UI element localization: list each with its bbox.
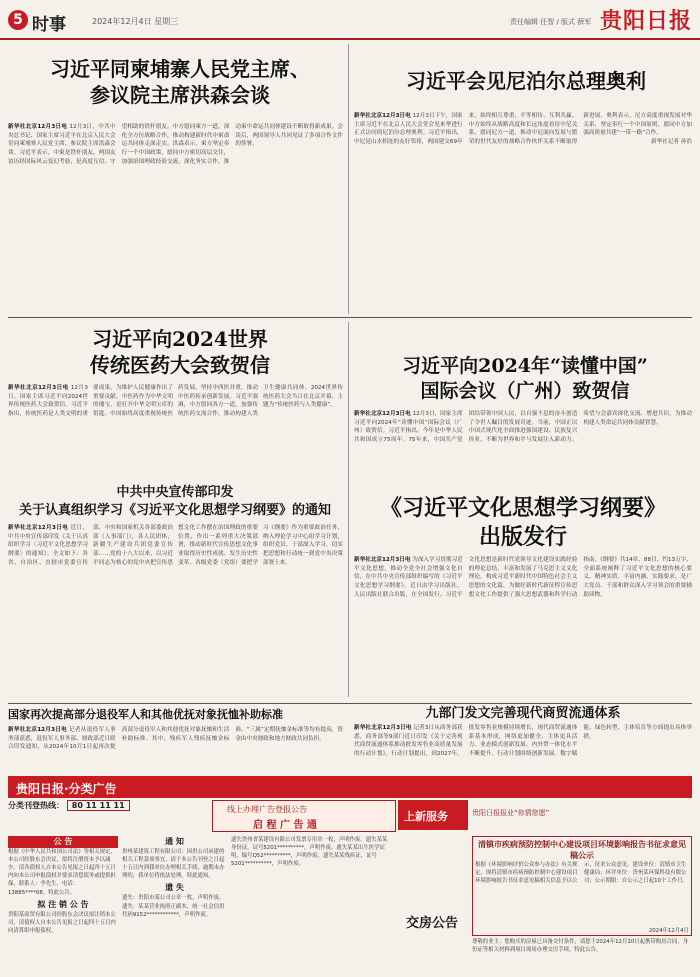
article-pension (8, 726, 343, 772)
hotline (8, 800, 208, 816)
article-body: 12月3日，国家主席习近平向2024世界传统医药大会致贺信。习近平指出，传统医药是人类文明的重要成果，为维护人民健康作出了重要贡献。中医药作为中华文明的瑰宝，是打开中华文明宝库的钥匙。中国始终高度重视传统医药发展，坚持中西医并重，推动中医药传承创新发展。习近平强调，中方愿同各方一道，加强传统医药交流合作，推动构建人类卫生健康共同体。2024世界传统医药大会当日在北京开幕，主题为“传统医药与人类健康”。 (8, 385, 343, 417)
online-ad-banner (212, 800, 396, 832)
article-dateline: 新华社北京12月3日电 (8, 124, 68, 130)
ad-column-4 (472, 836, 692, 936)
ad-title: 通 知 (165, 837, 184, 846)
section-divider (8, 703, 692, 704)
online-ad-line2: 启 程 广 告 通 (253, 820, 317, 831)
issue-date: 2024年12月4日 星期三 (92, 17, 179, 26)
article-dateline: 新华社北京12月3日电 (354, 113, 411, 119)
online-ad-line1: 线上办理广告登报公告 (227, 805, 307, 814)
article-reporter: 新华社记者 孙浩 (651, 138, 692, 145)
ad-title: 公 告 (8, 836, 118, 848)
headline-cambodia-line2: 参议院主席洪森会谈 (90, 83, 270, 107)
ad-title: 遗 失 (165, 883, 184, 893)
article-cambodia (8, 123, 343, 313)
ad-column-3 (231, 836, 391, 976)
headline-pension: 国家再次提高部分退役军人和其他优抚对象抚恤补助标准 (8, 708, 283, 721)
article-dateline: 新华社北京12月3日电 (354, 557, 411, 563)
newspaper-logo: 贵阳日报 (600, 8, 693, 34)
ad-body: 根据《环境影响评价公众参与办法》有关规定，现将清镇市疾病预防控制中心建设项目环境影响报告书征求意见稿相关信息予以公示，征求公众意见。建设单位：清镇市卫生健康局；环评单位：贵州某环保科技有限公司；公示期限：自公示之日起10个工作日。 (475, 862, 688, 885)
article-dateline: 新华社北京12月3日电 (8, 385, 69, 391)
article-notice (8, 524, 343, 700)
ad-column-2 (122, 836, 227, 976)
article-body: 12月3日下午，国家主席习近平在北京人民大会堂会见来华进行正式访问的尼泊尔总理奥利。习近平指出，中尼是山水相连的友好邻邦，两国建交69年来，始终相互尊重、平等相待、互利共赢。中方始终从战略高度和长远角度看待中尼关系，愿同尼方一道，推动中尼面向发展与繁荣的世代友好的战略合作伙伴关系不断取得新进展。奥利表示，尼方高度重视发展对华关系，坚定奉行一个中国原则，愿同中方加强高质量共建“一带一路”合作。 (354, 113, 692, 145)
ad-body: 遗失：贵阳市某公司公章一枚，声明作废。遗失：某某营业执照正副本，统一社会信用代码9152************，声明作废。 (122, 895, 225, 918)
classifieds-title: 贵阳日报·分类广告 (16, 782, 117, 796)
article-body: 记者3日从商务部获悉，商务部等9部门近日印发《关于完善现代商贸流通体系推动批发零售业高质量发展的行动计划》。行动计划提出，到2027年，批发零售业规模持续增长，现代商贸流通体系基本形成，网络更加健全、主体更具活力、业态模式创新发展、内外贸一体化水平不断提升。行动计划围绕创新发展、数字赋能、绿色转型、主体培育等方面提出具体举措。 (354, 725, 692, 757)
ad-body: 贵阳某商贸有限公司经股东会决议拟注销本公司，请债权人自本公告见报之日起四十五日内向清算组申报债权。 (8, 911, 116, 934)
headline-cambodia-line1: 习近平同柬埔寨人民党主席、 (50, 57, 310, 81)
upgrade-label: 上新服务 (404, 810, 448, 823)
headline-tcm (30, 326, 330, 378)
ad-date: 2024年12月4日 (648, 928, 689, 934)
ad-body: 贵州某建筑工程有限公司：因贵公司承建的相关工程款项事宜，请于本公告刊登之日起十五日内到我单位办理相关手续，逾期未办理的，我单位将依法处理。特此通知。 (122, 849, 225, 880)
headline-reading-china-line1: 习近平向2024年“读懂中国” (402, 355, 648, 377)
headline-tcm-line2: 传统医药大会致贺信 (90, 353, 270, 377)
column-divider (348, 44, 349, 314)
article-dateline: 新华社北京12月3日电 (8, 727, 68, 733)
headline-nepal: 习近平会见尼泊尔总理奥利 (406, 69, 646, 93)
headline-notice (10, 484, 340, 519)
section-divider (8, 317, 692, 318)
headline-trade: 九部门发文完善现代商贸流通体系 (425, 706, 621, 721)
hotline-number: 80 11 11 11 (67, 800, 130, 811)
article-tcm (8, 384, 343, 474)
masthead (0, 0, 700, 40)
headline-cambodia (20, 56, 340, 108)
article-reading-china (354, 410, 692, 485)
headline-reading-china (360, 354, 690, 403)
article-body: 记者从退役军人事务部获悉，退役军人事务部、财政部近日联合印发通知，从2024年10月1日起再次提高部分退役军人和其他优抚对象抚恤和生活补助标准。其中，残疾军人残疾抚恤金标准、“三属”定期抚恤金标准等均有提高，资金由中央财政和地方财政共同负担。 (8, 727, 343, 751)
article-book (354, 556, 692, 696)
headline-tcm-line1: 习近平向2024世界 (92, 327, 268, 351)
headline-book (354, 494, 692, 551)
headline-book-line1: 《习近平文化思想学习纲要》 (379, 495, 666, 521)
ad-body-4b: 尊敬的业主：您购买的房屋已具备交付条件，请您于2024年12月10日起携带购房合同、身份证等相关材料到项目现场办理交房手续。特此公告。 (472, 939, 689, 954)
headline-reading-china-line2: 国际会议（广州）致贺信 (420, 379, 630, 402)
headline-notice-line2: 关于认真组织学习《习近平文化思想学习纲要》的通知 (18, 502, 331, 518)
section-title: 时事 (32, 15, 66, 35)
article-trade (354, 724, 692, 774)
ad-title: 拟 注 销 公 告 (37, 899, 89, 909)
ad-column-4b (396, 836, 468, 976)
upgrade-side: 贵阳日报报业“你情您愿” (472, 809, 550, 817)
article-body: 近日，中共中央宣传部印发《关于认真组织学习〈习近平文化思想学习纲要〉的通知》。全文如下：各省、自治区、直辖市党委宣传部，中央和国家机关各部委政治部（人事部门），各人民团体，新疆生产建设兵团党委宣传部……党的十八大以来，以习近平同志为核心的党中央把宣传思想文化工作摆在治国理政的重要位置，作出一系列重大决策部署，推动新时代宣传思想文化事业取得历史性成就、发生历史性变革。各级党委（党组）要把学习《纲要》作为重要政治任务，纳入理论学习中心组学习计划，组织党员、干部深入学习，切实把思想和行动统一到党中央决策部署上来。 (8, 525, 343, 566)
editors-credit: 责任编辑 任智 / 版式 薛军 (510, 18, 592, 26)
article-dateline: 新华社北京12月3日电 (8, 525, 69, 531)
article-nepal (354, 112, 692, 307)
ad-title: 交房公告 (405, 916, 458, 931)
headline-book-line2: 出版发行 (478, 523, 567, 550)
page-number: 5 (8, 10, 28, 30)
article-body: 为深入学习贯彻习近平文化思想，推动全党全社会增强文化自信，在中共中央宣传部组织编写的《习近平文化思想学习纲要》，近日由学习出版社、人民出版社联合出版，在全国发行。习近平文化思想是新时代党领导文化建设实践经验的理论总结，丰富和发展了马克思主义文化理论，构成习近平新时代中国特色社会主义思想的文化篇，为做好新时代新征程宣传思想文化工作提供了强大思想武器和科学行动指南。《纲要》共14章、88目，约13万字，全面系统阐释了习近平文化思想的核心要义、精神实质、丰富内涵、实践要求，是广大党员、干部和群众深入学习领会的重要辅助读物。 (354, 557, 692, 598)
article-dateline: 新华社北京12月3日电 (354, 411, 411, 417)
ad-body: 遗失贵州省某建设有限公司发票专用章一枚，声明作废。遗失某某身份证，证号5201**********，声明作废。遗失某某出生医学证明，编号Q52**********，声明作废。遗失某某残疾证，证号5201**********，声明作废。 (231, 837, 388, 868)
classifieds-header (8, 776, 692, 798)
ad-column-1 (8, 836, 118, 976)
ad-body: 根据《中华人民共和国公司法》等相关规定，本公司经股东会决议，拟将注册资本予以减少。请各债权人自本公告见报之日起四十五日内向本公司申报债权并要求清偿债务或提供担保。联系人：李先生，电话：13885****08。特此公告。 (8, 849, 116, 896)
article-body: 12月3日，中共中央总书记、国家主席习近平在北京人民大会堂同柬埔寨人民党主席、参议院主席洪森会谈。习近平表示，中柬是铁杆朋友，两国友谊历经国际风云变幻考验，是高度互信、守望相助的铁杆朋友。中方愿同柬方一道，深化全方位战略合作，推动构建新时代中柬命运共同体走深走实。洪森表示，柬方坚定奉行一个中国政策，愿同中方密切高层交往，加强治国理政经验交流，深化务实合作，推动柬中命运共同体建设不断取得新成果。会谈后，两国领导人共同见证了多项合作文件的签署。 (8, 124, 343, 165)
ad-title: 清镇市疾病预防控制中心建设项目环境影响报告书征求意见稿公示 (478, 840, 686, 860)
upgrade-badge (398, 800, 468, 830)
headline-notice-line1: 中共中央宣传部印发 (116, 485, 234, 500)
hotline-label: 分类刊登热线： (8, 801, 64, 810)
column-divider (348, 322, 349, 697)
article-dateline: 新华社北京12月3日电 (354, 725, 412, 731)
article-body: 12月3日，国家主席习近平向2024年“读懂中国”国际会议（广州）致贺信。习近平指出，今年是中华人民共和国成立75周年。75年来，中国共产党团结带领中国人民，以自强不息的奋斗创造了令世人瞩目的发展奇迹。当前，中国正以中国式现代化全面推进强国建设、民族复兴伟业，不断为世界和平与发展注入新动力。希望与会嘉宾深化交流、增进共识，为推动构建人类命运共同体贡献智慧。 (354, 411, 692, 443)
